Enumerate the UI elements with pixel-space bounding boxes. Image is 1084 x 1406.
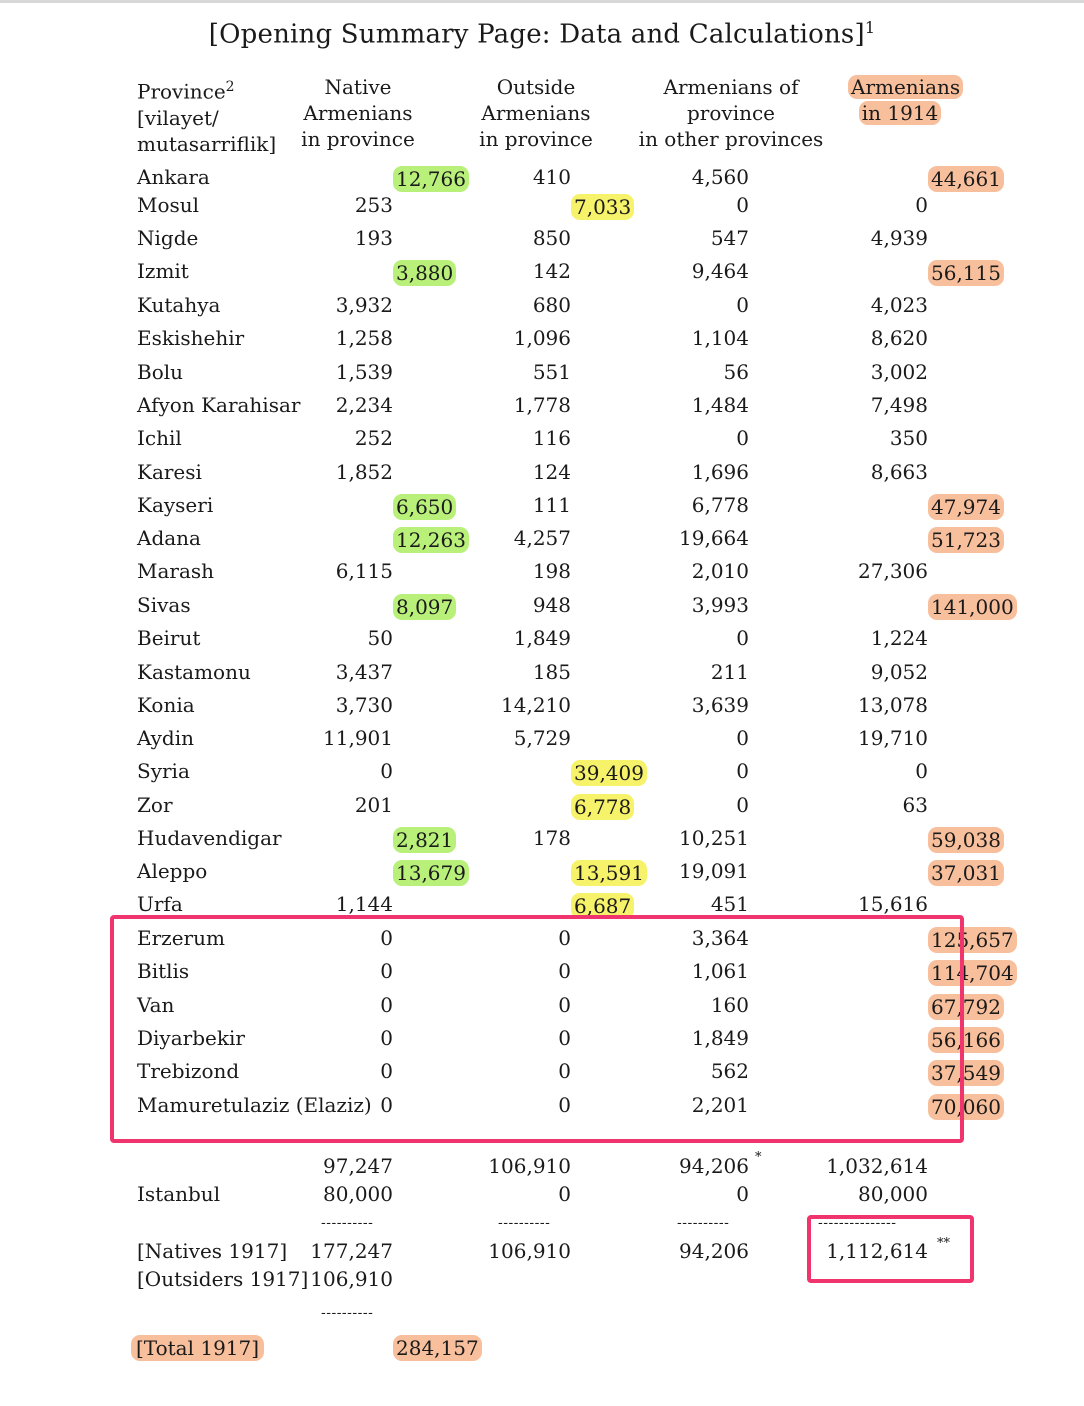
row-province: Marash <box>137 559 215 583</box>
row-1914: 44,661 <box>928 166 1004 192</box>
row-1914: 59,038 <box>928 827 1004 853</box>
istanbul-1914: 80,000 <box>858 1182 928 1206</box>
row-1914: 125,657 <box>928 927 1017 953</box>
row-province: Syria <box>137 759 190 783</box>
row-other: 451 <box>710 892 749 916</box>
table-row <box>0 390 1084 420</box>
table-row <box>0 623 1084 653</box>
row-province: Kastamonu <box>137 660 251 684</box>
row-other: 19,664 <box>679 526 749 550</box>
subtotal-outside: 106,910 <box>488 1154 571 1178</box>
row-outside: 0 <box>558 959 571 983</box>
row-province: Mamuretulaziz (Elaziz) <box>137 1093 372 1117</box>
row-outside: 185 <box>532 660 571 684</box>
title-footnote: 1 <box>864 18 876 37</box>
row-other: 0 <box>736 426 749 450</box>
table-row <box>0 556 1084 586</box>
row-outside: 850 <box>532 226 571 250</box>
row-province: Karesi <box>137 460 202 484</box>
row-1914: 114,704 <box>928 960 1017 986</box>
row-native: 3,730 <box>335 693 393 717</box>
row-province: Zor <box>137 793 173 817</box>
outsiders-1917-label: [Outsiders 1917] <box>137 1267 309 1291</box>
total-1917-label: [Total 1917] <box>131 1335 264 1361</box>
header-other <box>628 74 834 152</box>
natives-1917-native: 177,247 <box>310 1239 393 1263</box>
separator-native: ---------- <box>321 1215 374 1231</box>
header-province-footnote: 2 <box>225 79 235 95</box>
row-outside: 178 <box>532 826 571 850</box>
separator-outside: ---------- <box>498 1215 551 1231</box>
row-native: 6,115 <box>335 559 393 583</box>
row-outside: 551 <box>532 360 571 384</box>
row-native: 2,821 <box>393 827 456 853</box>
row-other: 3,364 <box>691 926 749 950</box>
row-native: 6,650 <box>393 494 456 520</box>
row-outside: 39,409 <box>571 760 647 786</box>
row-outside: 410 <box>532 165 571 189</box>
total-1917-row <box>0 1331 1084 1361</box>
row-outside: 1,849 <box>513 626 571 650</box>
row-1914: 350 <box>889 426 928 450</box>
row-native: 8,097 <box>393 594 456 620</box>
row-native: 0 <box>380 1093 393 1117</box>
istanbul-native: 80,000 <box>323 1182 393 1206</box>
row-1914: 15,616 <box>858 892 928 916</box>
row-1914: 37,549 <box>928 1060 1004 1086</box>
row-province: Afyon Karahisar <box>137 393 301 417</box>
table-row <box>0 423 1084 453</box>
row-1914: 47,974 <box>928 494 1004 520</box>
row-outside: 5,729 <box>513 726 571 750</box>
row-other: 1,484 <box>691 393 749 417</box>
table-row <box>0 223 1084 253</box>
row-outside: 0 <box>558 993 571 1017</box>
row-native: 0 <box>380 926 393 950</box>
row-other: 1,849 <box>691 1026 749 1050</box>
table-row <box>0 357 1084 387</box>
row-outside: 6,687 <box>571 893 634 919</box>
row-native: 11,901 <box>323 726 393 750</box>
row-other: 2,010 <box>691 559 749 583</box>
row-other: 0 <box>736 193 749 217</box>
row-outside: 948 <box>532 593 571 617</box>
table-row <box>0 323 1084 353</box>
header-other-line1: Armenians of province <box>663 75 799 125</box>
row-other: 562 <box>710 1059 749 1083</box>
row-1914: 9,052 <box>870 660 928 684</box>
table-row <box>0 523 1084 553</box>
header-province-line1: Province <box>137 79 226 104</box>
row-other: 19,091 <box>679 859 749 883</box>
row-province: Diyarbekir <box>137 1026 245 1050</box>
row-native: 1,144 <box>335 892 393 916</box>
row-other: 1,061 <box>691 959 749 983</box>
row-1914: 4,023 <box>870 293 928 317</box>
row-1914: 56,115 <box>928 260 1004 286</box>
row-native: 1,539 <box>335 360 393 384</box>
row-1914: 70,060 <box>928 1094 1004 1120</box>
row-native: 252 <box>354 426 393 450</box>
row-native: 0 <box>380 993 393 1017</box>
row-other: 10,251 <box>679 826 749 850</box>
row-province: Beirut <box>137 626 201 650</box>
total-1917-native: 284,157 <box>393 1335 482 1361</box>
row-outside: 116 <box>532 426 571 450</box>
row-other: 56 <box>723 360 749 384</box>
table-row <box>0 690 1084 720</box>
table-row <box>0 856 1084 886</box>
row-outside: 124 <box>532 460 571 484</box>
row-province: Nigde <box>137 226 199 250</box>
row-native: 201 <box>354 793 393 817</box>
row-province: Aydin <box>137 726 195 750</box>
row-native: 3,880 <box>393 260 456 286</box>
row-1914: 8,620 <box>870 326 928 350</box>
row-other: 2,201 <box>691 1093 749 1117</box>
row-province: Van <box>137 993 175 1017</box>
row-province: Kayseri <box>137 493 214 517</box>
table-row <box>0 657 1084 687</box>
row-1914: 51,723 <box>928 527 1004 553</box>
row-outside: 14,210 <box>501 693 571 717</box>
top-rule <box>0 0 1084 3</box>
natives-1917-outside: 106,910 <box>488 1239 571 1263</box>
page-title <box>0 18 1084 50</box>
row-other: 211 <box>710 660 749 684</box>
row-native: 1,258 <box>335 326 393 350</box>
row-outside: 13,591 <box>571 860 647 886</box>
natives-1917-other: 94,206 <box>679 1239 749 1263</box>
table-row <box>0 790 1084 820</box>
row-outside: 1,096 <box>513 326 571 350</box>
table-row <box>0 490 1084 520</box>
row-1914: 19,710 <box>858 726 928 750</box>
row-other: 3,639 <box>691 693 749 717</box>
row-province: Ichil <box>137 426 182 450</box>
table-row <box>0 162 1084 192</box>
header-other-line2: in other provinces <box>638 127 824 151</box>
row-province: Izmit <box>137 259 189 283</box>
istanbul-row <box>0 1179 1084 1209</box>
row-1914: 37,031 <box>928 860 1004 886</box>
subtotal-other: 94,206 <box>679 1154 749 1178</box>
row-outside: 1,778 <box>513 393 571 417</box>
row-native: 193 <box>354 226 393 250</box>
outsiders-1917-native: 106,910 <box>310 1267 393 1291</box>
table-row <box>0 190 1084 220</box>
natives-1917-1914: 1,112,614 <box>826 1239 928 1263</box>
row-1914: 8,663 <box>870 460 928 484</box>
row-province: Mosul <box>137 193 200 217</box>
row-outside: 0 <box>558 1026 571 1050</box>
header-native-line1: Native Armenians <box>303 75 413 125</box>
subtotal-1914: 1,032,614 <box>826 1154 928 1178</box>
row-outside: 142 <box>532 259 571 283</box>
istanbul-outside: 0 <box>558 1182 571 1206</box>
row-province: Erzerum <box>137 926 225 950</box>
header-province <box>137 74 276 157</box>
separator-1914: --------------- <box>818 1215 897 1231</box>
row-province: Ankara <box>137 165 210 189</box>
row-1914: 4,939 <box>870 226 928 250</box>
row-outside: 111 <box>532 493 571 517</box>
row-province: Konia <box>137 693 195 717</box>
row-province: Bolu <box>137 360 184 384</box>
row-native: 0 <box>380 759 393 783</box>
row-native: 12,263 <box>393 527 469 553</box>
row-province: Bitlis <box>137 959 190 983</box>
row-outside: 0 <box>558 926 571 950</box>
row-other: 0 <box>736 793 749 817</box>
table-row <box>0 256 1084 286</box>
table-row <box>0 823 1084 853</box>
header-outside-line1: Outside Armenians <box>481 75 591 125</box>
table-row <box>0 756 1084 786</box>
row-1914: 1,224 <box>870 626 928 650</box>
row-other: 4,560 <box>691 165 749 189</box>
header-1914-line1: Armenians <box>848 75 963 99</box>
istanbul-label: Istanbul <box>137 1182 221 1206</box>
separator-other: ---------- <box>677 1215 730 1231</box>
row-other: 6,778 <box>691 493 749 517</box>
row-other: 160 <box>710 993 749 1017</box>
row-outside: 4,257 <box>513 526 571 550</box>
header-province-line3: mutasarriflik] <box>137 131 277 156</box>
row-1914: 56,166 <box>928 1027 1004 1053</box>
row-native: 3,437 <box>335 660 393 684</box>
eastern-provinces-box <box>110 915 964 1143</box>
header-outside-line2: in province <box>479 127 593 151</box>
row-native: 1,852 <box>335 460 393 484</box>
row-outside: 0 <box>558 1059 571 1083</box>
row-1914: 0 <box>915 759 928 783</box>
header-outside <box>446 74 626 152</box>
row-other: 3,993 <box>691 593 749 617</box>
row-other: 0 <box>736 726 749 750</box>
header-1914-line2: in 1914 <box>859 101 942 125</box>
natives-1917-row <box>0 1236 1084 1266</box>
row-province: Aleppo <box>137 859 208 883</box>
subtotal-asterisk: * <box>755 1150 762 1165</box>
row-1914: 13,078 <box>858 693 928 717</box>
row-other: 0 <box>736 293 749 317</box>
row-native: 0 <box>380 1026 393 1050</box>
row-1914: 63 <box>902 793 928 817</box>
row-1914: 3,002 <box>870 360 928 384</box>
row-outside: 6,778 <box>571 794 634 820</box>
header-native-line2: in province <box>301 127 415 151</box>
table-row <box>0 290 1084 320</box>
header-1914 <box>848 74 961 126</box>
row-province: Adana <box>137 526 201 550</box>
header-native <box>272 74 444 152</box>
row-other: 547 <box>710 226 749 250</box>
row-native: 50 <box>367 626 393 650</box>
header-province-line2: [vilayet/ <box>137 105 219 130</box>
page-title-text: [Opening Summary Page: Data and Calculations] <box>208 19 865 50</box>
row-other: 0 <box>736 626 749 650</box>
row-native: 13,679 <box>393 860 469 886</box>
subtotal-native: 97,247 <box>323 1154 393 1178</box>
table-row <box>0 723 1084 753</box>
outsiders-1917-row <box>0 1264 1084 1294</box>
row-other: 1,696 <box>691 460 749 484</box>
row-1914: 0 <box>915 193 928 217</box>
row-native: 253 <box>354 193 393 217</box>
row-1914: 141,000 <box>928 594 1017 620</box>
natives-1917-label: [Natives 1917] <box>137 1239 288 1263</box>
row-province: Urfa <box>137 892 183 916</box>
row-other: 0 <box>736 759 749 783</box>
row-province: Trebizond <box>137 1059 240 1083</box>
table-row <box>0 457 1084 487</box>
row-1914: 67,792 <box>928 994 1004 1020</box>
istanbul-other: 0 <box>736 1182 749 1206</box>
row-1914: 7,498 <box>870 393 928 417</box>
row-1914: 27,306 <box>858 559 928 583</box>
row-province: Eskishehir <box>137 326 245 350</box>
separator-total: ---------- <box>321 1305 374 1321</box>
row-native: 3,932 <box>335 293 393 317</box>
table-row <box>0 590 1084 620</box>
row-outside: 680 <box>532 293 571 317</box>
row-province: Sivas <box>137 593 191 617</box>
row-native: 0 <box>380 1059 393 1083</box>
row-outside: 0 <box>558 1093 571 1117</box>
row-native: 2,234 <box>335 393 393 417</box>
row-province: Hudavendigar <box>137 826 282 850</box>
row-outside: 198 <box>532 559 571 583</box>
total-double-asterisk: ** <box>937 1236 950 1251</box>
row-native: 0 <box>380 959 393 983</box>
row-native: 12,766 <box>393 166 469 192</box>
row-other: 9,464 <box>691 259 749 283</box>
subtotal-row <box>0 1151 1084 1181</box>
row-province: Kutahya <box>137 293 221 317</box>
row-outside: 7,033 <box>571 194 634 220</box>
row-other: 1,104 <box>691 326 749 350</box>
